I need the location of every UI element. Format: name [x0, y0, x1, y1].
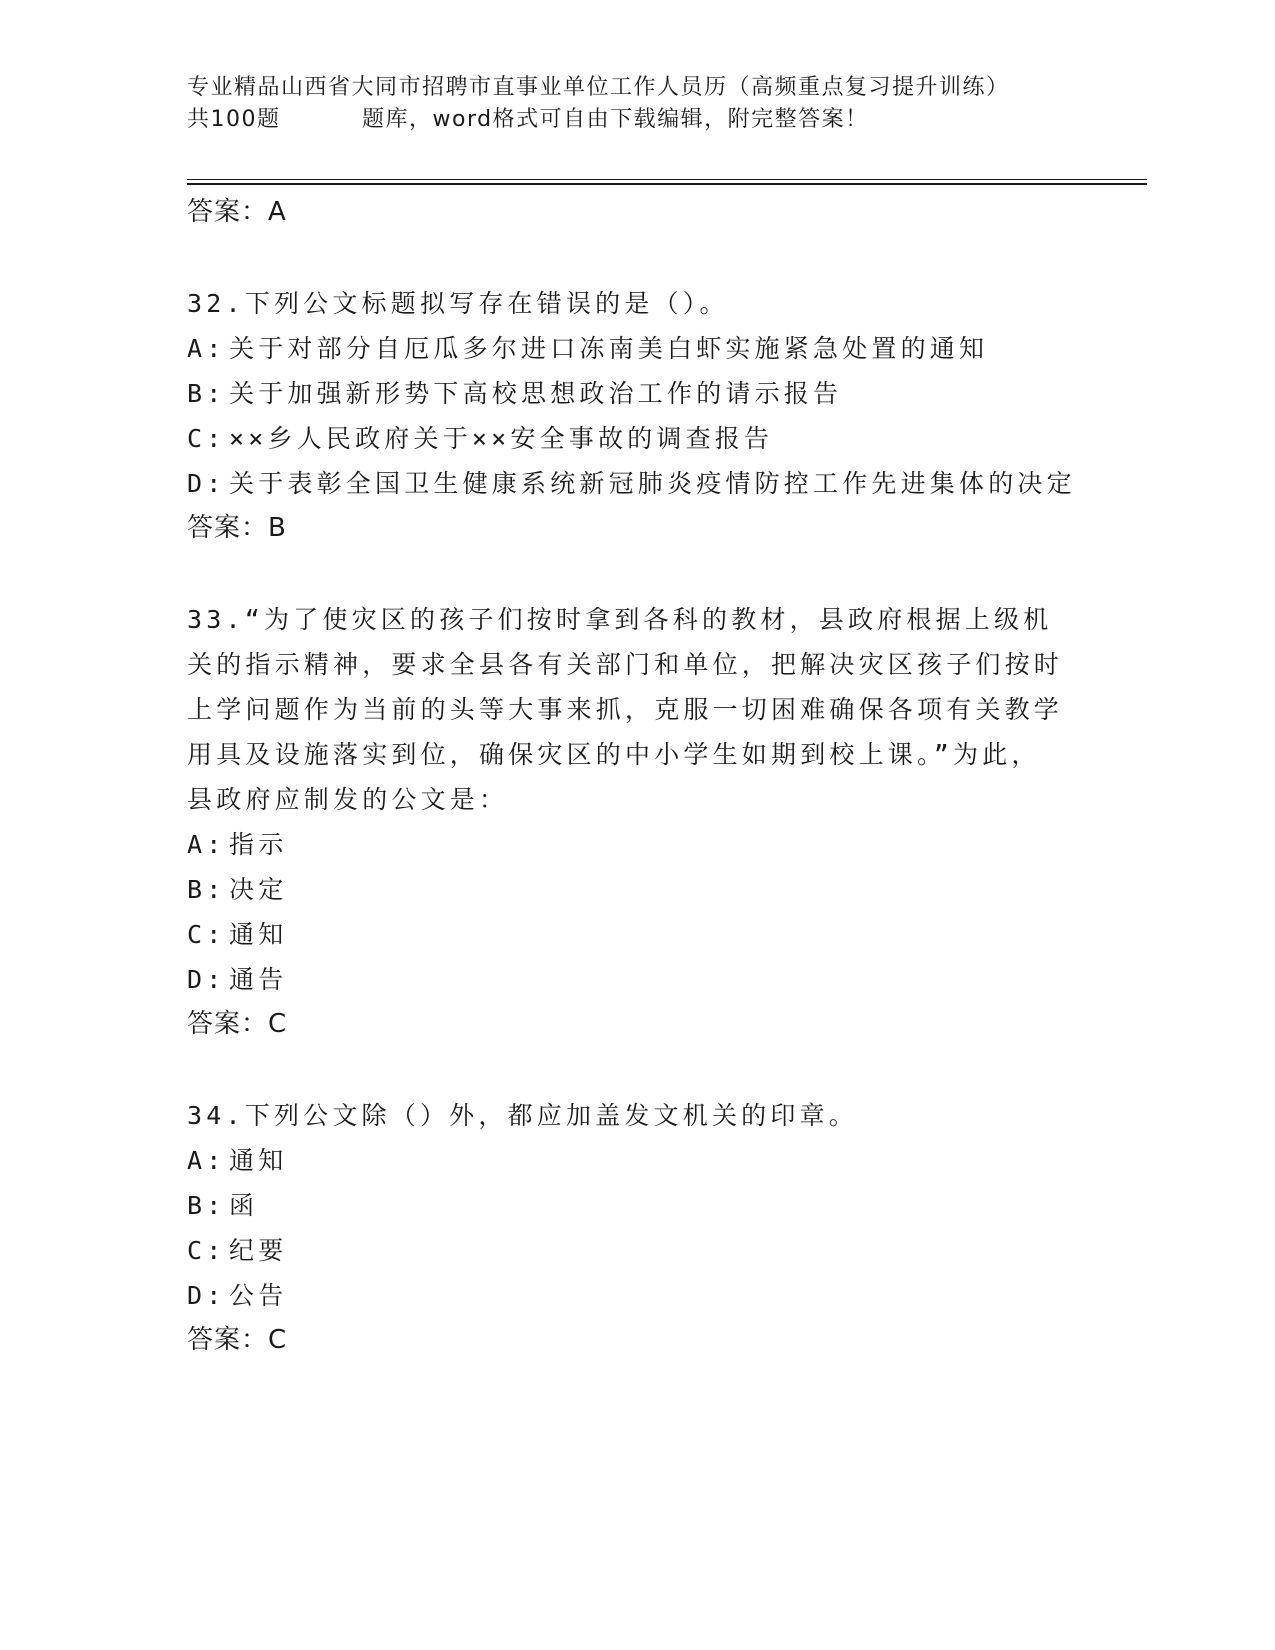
option-text: 通知 [229, 920, 288, 949]
option-label: C: [187, 920, 226, 949]
question-count: 共100题 [187, 107, 281, 132]
option-text: 决定 [229, 875, 288, 904]
option-text: 指示 [229, 830, 288, 859]
option-b [187, 371, 1087, 416]
question-33 [187, 597, 1087, 1047]
option-text: 函 [229, 1191, 259, 1220]
option-text: 关于表彰全国卫生健康系统新冠肺炎疫情防控工作先进集体的决定 [229, 469, 1076, 498]
option-text: ××乡人民政府关于××安全事故的调查报告 [229, 424, 774, 453]
header-divider [187, 179, 1147, 185]
option-label: C: [187, 424, 226, 453]
option-label: B: [187, 379, 226, 408]
spacer [187, 551, 1087, 597]
spacer [187, 1047, 1087, 1093]
option-a [187, 326, 1087, 371]
option-label: D: [187, 469, 226, 498]
option-text: 关于对部分自厄瓜多尔进口冻南美白虾实施紧急处置的通知 [229, 334, 989, 363]
option-d [187, 1273, 1087, 1318]
previous-answer: 答案：A [187, 197, 287, 227]
option-b [187, 867, 1087, 912]
option-label: A: [187, 334, 226, 363]
option-label: C: [187, 1236, 226, 1265]
option-text: 纪要 [229, 1236, 288, 1265]
header-title: 专业精品山西省大同市招聘市直事业单位工作人员历（高频重点复习提升训练） [187, 75, 1010, 100]
option-a [187, 1138, 1087, 1183]
option-label: A: [187, 1146, 226, 1175]
option-d [187, 461, 1087, 506]
question-stem: 33.“为了使灾区的孩子们按时拿到各科的教材，县政府根据上级机关的指示精神，要求全县各有关部门和单位，把解决灾区孩子们按时上学问题作为当前的头等大事来抓，克服一切困难确保各项有关教学用具及设施落实到位，确保灾区的中小学生如期到校上课。”为此，县政府应制发的公文是： [187, 605, 1064, 814]
option-a [187, 822, 1087, 867]
question-32 [187, 281, 1087, 551]
option-label: B: [187, 1191, 226, 1220]
option-label: D: [187, 1281, 226, 1310]
option-c [187, 1228, 1087, 1273]
answer: 答案：C [187, 1009, 288, 1039]
header-description: 题库，word格式可自由下载编辑，附完整答案！ [362, 107, 869, 132]
question-stem: 34.下列公文除（）外，都应加盖发文机关的印章。 [187, 1101, 858, 1130]
option-label: D: [187, 965, 226, 994]
page-header [187, 72, 1087, 136]
answer: 答案：B [187, 513, 287, 543]
option-d [187, 957, 1087, 1002]
option-text: 关于加强新形势下高校思想政治工作的请示报告 [229, 379, 843, 408]
option-label: B: [187, 875, 226, 904]
header-subtitle [187, 104, 1087, 136]
option-c [187, 416, 1087, 461]
option-text: 通知 [229, 1146, 288, 1175]
option-text: 通告 [229, 965, 288, 994]
answer: 答案：C [187, 1325, 288, 1355]
question-stem: 32.下列公文标题拟写存在错误的是（）。 [187, 289, 729, 318]
option-text: 公告 [229, 1281, 288, 1310]
option-c [187, 912, 1087, 957]
question-list [187, 190, 1087, 1363]
option-label: A: [187, 830, 226, 859]
option-b [187, 1183, 1087, 1228]
spacer [187, 235, 1087, 281]
question-34 [187, 1093, 1087, 1363]
